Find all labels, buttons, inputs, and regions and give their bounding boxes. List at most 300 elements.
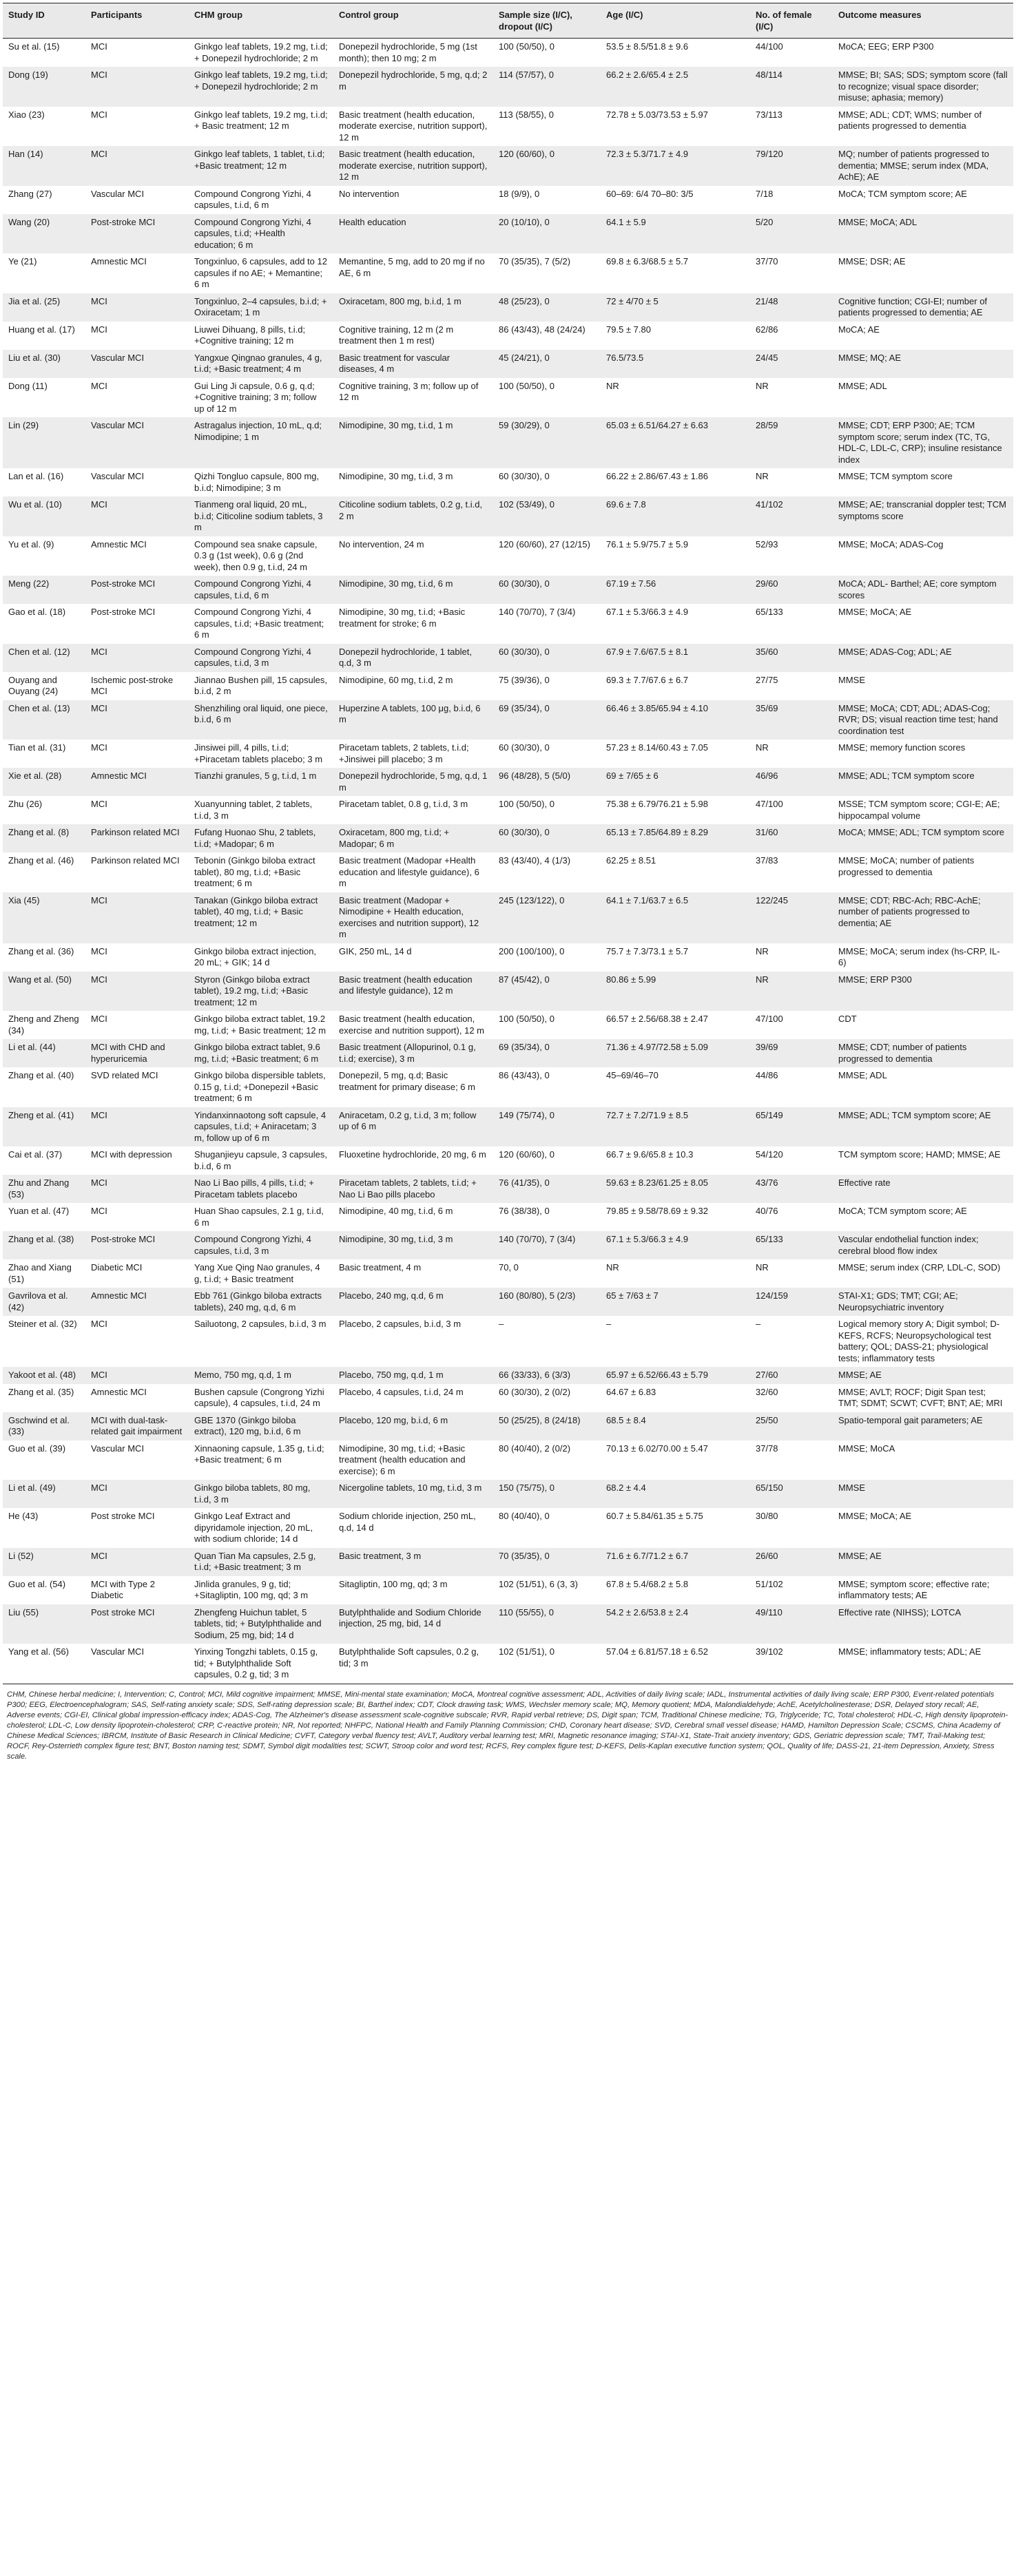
column-header: Control group	[333, 3, 493, 39]
outcome-measures-cell: MMSE; DSR; AE	[838, 256, 906, 266]
age-cell: 67.19 ± 7.56	[601, 576, 750, 604]
chm-group-cell: Tongxinluo, 2–4 capsules, b.i.d; + Oxiracetam; 1 m	[189, 293, 333, 322]
sample-size-cell: 120 (60/60), 27 (12/15)	[499, 538, 590, 549]
table-row	[3, 1316, 1013, 1367]
control-group-cell: Basic treatment (Allopurinol, 0.1 g, t.i.d; exercise), 3 m	[333, 1039, 493, 1067]
age-cell: 67.1 ± 5.3/66.3 ± 4.9	[606, 607, 689, 617]
outcome-measures-cell: MMSE; MoCA; ADAS-Cog	[838, 538, 944, 549]
study-id-cell: Zhang et al. (8)	[3, 824, 85, 852]
outcome-measures-cell: Logical memory story A; Digit symbol; D-KEFS, RCFS; Neuropsychological test battery; QOL; DASS-21; physiological tests; inflammatory tests	[838, 1319, 1000, 1363]
participants-cell: MCI	[91, 41, 107, 52]
control-group-cell: Basic treatment (health education and lifestyle guidance), 12 m	[333, 972, 493, 1012]
table-row	[3, 824, 1013, 852]
female-count-cell: 37/78	[756, 1443, 778, 1454]
female-count-cell: 35/60	[750, 644, 833, 672]
study-id-cell: Wu et al. (10)	[3, 496, 85, 536]
table-row	[3, 1508, 1013, 1548]
control-group-cell: Piracetam tablet, 0.8 g, t.i.d, 3 m	[339, 799, 468, 809]
age-cell: 67.9 ± 7.6/67.5 ± 8.1	[601, 644, 750, 672]
table-row	[3, 214, 1013, 254]
sample-size-cell: 60 (30/30), 0	[499, 742, 550, 753]
table-row	[3, 796, 1013, 824]
outcome-measures-cell: MoCA; EEG; ERP P300	[838, 41, 934, 52]
chm-group-cell: Ginkgo leaf tablets, 1 tablet, t.i.d; +Basic treatment; 12 m	[189, 146, 333, 186]
control-group-cell: Fluoxetine hydrochloride, 20 mg, 6 m	[339, 1149, 486, 1160]
study-id-cell: Dong (11)	[8, 380, 48, 391]
age-cell: 66.2 ± 2.6/65.4 ± 2.5	[601, 67, 750, 107]
age-cell: 64.67 ± 6.83	[606, 1386, 656, 1397]
female-count-cell: 37/70	[756, 256, 778, 266]
control-group-cell: Nimodipine, 30 mg, t.i.d; +Basic treatment for stroke; 6 m	[339, 607, 466, 629]
table-row	[3, 350, 1013, 378]
chm-group-cell: Memo, 750 mg, q.d, 1 m	[189, 1367, 333, 1384]
age-cell: 76.1 ± 5.9/75.7 ± 5.9	[606, 538, 689, 549]
study-id-cell: Zhu and Zhang (53)	[3, 1175, 85, 1203]
table-row	[3, 768, 1013, 796]
table-row	[3, 1011, 1013, 1039]
chm-group-cell: Shuganjieyu capsule, 3 capsules, b.i.d, 6 m	[194, 1149, 327, 1171]
participants-cell: MCI	[91, 324, 107, 335]
table-row	[3, 892, 1013, 943]
age-cell: 69.3 ± 7.7/67.6 ± 6.7	[606, 674, 689, 685]
table-row	[3, 1146, 1013, 1175]
participants-cell: MCI	[85, 644, 189, 672]
sample-size-cell: 76 (41/35), 0	[493, 1175, 601, 1203]
table-row	[3, 186, 1013, 214]
outcome-measures-cell: MMSE; CDT; number of patients progressed to dementia	[833, 1039, 1013, 1067]
chm-group-cell: Shenzhiling oral liquid, one piece, b.i.d, 6 m	[189, 700, 333, 740]
study-id-cell: Zheng and Zheng (34)	[8, 1014, 79, 1036]
outcome-measures-cell: MSSE; TCM symptom score; CGI-E; AE; hippocampal volume	[838, 799, 1000, 821]
study-id-cell: Cai et al. (37)	[8, 1149, 63, 1160]
outcome-measures-cell: MMSE; MoCA	[838, 1443, 895, 1454]
female-count-cell: 41/102	[750, 496, 833, 536]
female-count-cell: 40/76	[756, 1206, 778, 1216]
sample-size-cell: 100 (50/50), 0	[499, 799, 554, 809]
participants-cell: MCI	[91, 1014, 107, 1024]
table-row	[3, 1259, 1013, 1288]
chm-group-cell: Liuwei Dihuang, 8 pills, t.i.d; +Cognitive training; 12 m	[194, 324, 306, 346]
study-id-cell: Meng (22)	[3, 576, 85, 604]
female-count-cell: 43/76	[750, 1175, 833, 1203]
table-body	[3, 39, 1013, 1684]
chm-group-cell: Tianzhi granules, 5 g, t.i.d, 1 m	[189, 768, 333, 796]
table-row	[3, 1480, 1013, 1508]
study-id-cell: Gao et al. (18)	[8, 607, 66, 617]
sample-size-cell: 110 (55/55), 0	[493, 1604, 601, 1644]
chm-group-cell: Ginkgo biloba extract tablet, 9.6 mg, t.i.d; +Basic treatment; 6 m	[189, 1039, 333, 1067]
chm-group-cell: Yindanxinnaotong soft capsule, 4 capsules, t.i.d; + Aniracetam; 3 m, follow up of 6 m	[189, 1107, 333, 1147]
sample-size-cell: 60 (30/30), 0	[499, 471, 550, 481]
age-cell: 72 ± 4/70 ± 5	[601, 293, 750, 322]
participants-cell: MCI	[91, 742, 107, 753]
chm-group-cell: Gui Ling Ji capsule, 0.6 g, q.d; +Cognitive training; 3 m; follow up of 12 m	[194, 380, 317, 414]
study-id-cell: He (43)	[8, 1511, 39, 1521]
chm-group-cell: Compound Congrong Yizhi, 4 capsules, t.i.d; +Health education; 6 m	[189, 214, 333, 254]
age-cell: 66.46 ± 3.85/65.94 ± 4.10	[601, 700, 750, 740]
control-group-cell: Placebo, 2 capsules, b.i.d, 3 m	[339, 1319, 462, 1329]
chm-group-cell: Xinnaoning capsule, 1.35 g, t.i.d; +Basic treatment; 6 m	[194, 1443, 324, 1465]
participants-cell: MCI	[85, 496, 189, 536]
study-id-cell: Gavrilova et al. (42)	[3, 1288, 85, 1316]
chm-group-cell: Ginkgo Leaf Extract and dipyridamole injection, 20 mL, with sodium chloride; 14 d	[194, 1511, 313, 1544]
control-group-cell: Donepezil, 5 mg, q.d; Basic treatment for primary disease; 6 m	[339, 1070, 475, 1092]
sample-size-cell: 83 (43/40), 4 (1/3)	[499, 855, 571, 866]
sample-size-cell: 200 (100/100), 0	[499, 945, 565, 956]
sample-size-cell: 18 (9/9), 0	[499, 188, 540, 199]
age-cell: 76.5/73.5	[601, 350, 750, 378]
participants-cell: MCI	[91, 109, 107, 120]
age-cell: 71.6 ± 6.7/71.2 ± 6.7	[601, 1548, 750, 1576]
chm-group-cell: Tebonin (Ginkgo biloba extract tablet), 80 mg, t.i.d; +Basic treatment; 6 m	[194, 855, 315, 888]
study-id-cell: Zhao and Xiang (51)	[8, 1262, 72, 1284]
sample-size-cell: 66 (33/33), 6 (3/3)	[493, 1367, 601, 1384]
study-id-cell: Zhang et al. (36)	[8, 945, 74, 956]
female-count-cell: 39/102	[750, 1644, 833, 1684]
age-cell: NR	[606, 1262, 619, 1273]
age-cell: 66.22 ± 2.86/67.43 ± 1.86	[606, 471, 708, 481]
age-cell: 68.5 ± 8.4	[601, 1412, 750, 1441]
study-characteristics-table	[3, 3, 1013, 1684]
outcome-measures-cell: MMSE; MoCA; AE	[838, 1511, 912, 1521]
study-id-cell: Han (14)	[3, 146, 85, 186]
table-row	[3, 852, 1013, 892]
sample-size-cell: –	[499, 1319, 504, 1329]
outcome-measures-cell: MMSE; AE	[833, 1548, 1013, 1576]
participants-cell: MCI	[85, 700, 189, 740]
age-cell: 64.1 ± 5.9	[601, 214, 750, 254]
participants-cell: Parkinson related MCI	[85, 824, 189, 852]
table-row	[3, 672, 1013, 700]
control-group-cell: Huperzine A tablets, 100 μg, b.i.d, 6 m	[333, 700, 493, 740]
control-group-cell: Donepezil hydrochloride, 5 mg (1st month); then 10 mg; 2 m	[339, 41, 477, 63]
control-group-cell: Butylphthalide Soft capsules, 0.2 g, tid; 3 m	[333, 1644, 493, 1684]
sample-size-cell: 114 (57/57), 0	[493, 67, 601, 107]
participants-cell: Amnestic MCI	[91, 256, 147, 266]
age-cell: 57.23 ± 8.14/60.43 ± 7.05	[606, 742, 708, 753]
outcome-measures-cell: Effective rate	[833, 1175, 1013, 1203]
chm-group-cell: Ginkgo biloba tablets, 80 mg, t.i.d, 3 m	[189, 1480, 333, 1508]
sample-size-cell: 160 (80/80), 5 (2/3)	[493, 1288, 601, 1316]
outcome-measures-cell: MMSE; MoCA; number of patients progressed to dementia	[838, 855, 975, 877]
control-group-cell: Placebo, 120 mg, b.i.d, 6 m	[333, 1412, 493, 1441]
sample-size-cell: 70 (35/35), 7 (5/2)	[499, 256, 571, 266]
age-cell: 66.7 ± 9.6/65.8 ± 10.3	[606, 1149, 694, 1160]
column-header: Participants	[85, 3, 189, 39]
chm-group-cell: Jinsiwei pill, 4 pills, t.i.d; +Piracetam tablets placebo; 3 m	[194, 742, 323, 764]
sample-size-cell: 87 (45/42), 0	[493, 972, 601, 1012]
study-id-cell: Yu et al. (9)	[8, 538, 54, 549]
table-row	[3, 1576, 1013, 1604]
participants-cell: Post stroke MCI	[85, 1604, 189, 1644]
age-cell: 64.1 ± 7.1/63.7 ± 6.5	[601, 892, 750, 943]
control-group-cell: Health education	[333, 214, 493, 254]
outcome-measures-cell: MMSE; MoCA; AE	[838, 607, 912, 617]
age-cell: 72.3 ± 5.3/71.7 ± 4.9	[601, 146, 750, 186]
study-id-cell: Lin (29)	[3, 417, 85, 468]
table-row	[3, 1644, 1013, 1684]
study-id-cell: Ye (21)	[8, 256, 37, 266]
outcome-measures-cell: MMSE; serum index (CRP, LDL-C, SOD)	[838, 1262, 1001, 1273]
sample-size-cell: 140 (70/70), 7 (3/4)	[499, 607, 576, 617]
sample-size-cell: 120 (60/60), 0	[493, 146, 601, 186]
study-id-cell: Chen et al. (13)	[3, 700, 85, 740]
study-id-cell: Huang et al. (17)	[8, 324, 75, 335]
control-group-cell: Basic treatment for vascular diseases, 4 m	[333, 350, 493, 378]
control-group-cell: Nimodipine, 30 mg, t.i.d, 3 m	[339, 471, 453, 481]
sample-size-cell: 100 (50/50), 0	[499, 41, 554, 52]
outcome-measures-cell: Cognitive function; CGI-EI; number of patients progressed to dementia; AE	[833, 293, 1013, 322]
chm-group-cell: Ebb 761 (Ginkgo biloba extracts tablets), 240 mg, q.d, 6 m	[189, 1288, 333, 1316]
female-count-cell: 79/120	[750, 146, 833, 186]
sample-size-cell: 80 (40/40), 0	[499, 1511, 550, 1521]
table-row	[3, 1203, 1013, 1231]
sample-size-cell: 150 (75/75), 0	[493, 1480, 601, 1508]
female-count-cell: 65/149	[750, 1107, 833, 1147]
outcome-measures-cell: Vascular endothelial function index; cerebral blood flow index	[833, 1231, 1013, 1259]
outcome-measures-cell: MMSE; ADL; TCM symptom score	[833, 768, 1013, 796]
control-group-cell: Piracetam tablets, 2 tablets, t.i.d; +Jinsiwei pill placebo; 3 m	[339, 742, 469, 764]
female-count-cell: NR	[756, 471, 769, 481]
female-count-cell: 65/133	[750, 1231, 833, 1259]
chm-group-cell: Sailuotong, 2 capsules, b.i.d, 3 m	[194, 1319, 326, 1329]
study-id-cell: Jia et al. (25)	[3, 293, 85, 322]
table-row	[3, 378, 1013, 418]
outcome-measures-cell: MMSE; MoCA; CDT; ADL; ADAS-Cog; RVR; DS; visual reaction time test; hand coordination test	[833, 700, 1013, 740]
participants-cell: Post-stroke MCI	[91, 607, 156, 617]
control-group-cell: Basic treatment (health education, moderate exercise, nutrition support), 12 m	[339, 109, 488, 143]
sample-size-cell: 75 (39/36), 0	[499, 674, 550, 685]
female-count-cell: 32/60	[756, 1386, 778, 1397]
table-row	[3, 496, 1013, 536]
female-count-cell: 26/60	[750, 1548, 833, 1576]
age-cell: 72.78 ± 5.03/73.53 ± 5.97	[606, 109, 708, 120]
study-id-cell: Zhu (26)	[8, 799, 43, 809]
table-row	[3, 293, 1013, 322]
participants-cell: Post stroke MCI	[91, 1511, 155, 1521]
sample-size-cell: 102 (51/51), 0	[493, 1644, 601, 1684]
participants-cell: Post-stroke MCI	[85, 576, 189, 604]
participants-cell: MCI	[85, 1367, 189, 1384]
outcome-measures-cell: Effective rate (NIHSS); LOTCA	[833, 1604, 1013, 1644]
chm-group-cell: Zhengfeng Huichun tablet, 5 tablets, tid; + Butylphthalide and Sodium, 25 mg, bid; 14 d	[189, 1604, 333, 1644]
control-group-cell: Sitagliptin, 100 mg, qd; 3 m	[339, 1578, 448, 1589]
table-row	[3, 1412, 1013, 1441]
outcome-measures-cell: CDT	[838, 1014, 857, 1024]
participants-cell: Vascular MCI	[91, 471, 145, 481]
study-id-cell: Dong (19)	[3, 67, 85, 107]
participants-cell: MCI	[91, 799, 107, 809]
female-count-cell: 51/102	[756, 1578, 783, 1589]
control-group-cell: Nimodipine, 40 mg, t.i.d, 6 m	[339, 1206, 453, 1216]
study-id-cell: Guo et al. (54)	[8, 1578, 66, 1589]
table-row	[3, 1367, 1013, 1384]
female-count-cell: NR	[756, 945, 769, 956]
table-row	[3, 1039, 1013, 1067]
sample-size-cell: 50 (25/25), 8 (24/18)	[493, 1412, 601, 1441]
chm-group-cell: Tanakan (Ginkgo biloba extract tablet), 40 mg, t.i.d; + Basic treatment; 12 m	[189, 892, 333, 943]
outcome-measures-cell: MoCA; TCM symptom score; AE	[838, 1206, 967, 1216]
participants-cell: MCI with CHD and hyperuricemia	[85, 1039, 189, 1067]
study-id-cell: Zheng et al. (41)	[3, 1107, 85, 1147]
study-id-cell: Zhang et al. (38)	[3, 1231, 85, 1259]
female-count-cell: 31/60	[750, 824, 833, 852]
control-group-cell: Nimodipine, 30 mg, t.i.d, 6 m	[333, 576, 493, 604]
sample-size-cell: 96 (48/28), 5 (5/0)	[493, 768, 601, 796]
sample-size-cell: 60 (30/30), 0	[493, 644, 601, 672]
table-row	[3, 943, 1013, 972]
outcome-measures-cell: MMSE; memory function scores	[838, 742, 966, 753]
outcome-measures-cell: MMSE; ADL; TCM symptom score; AE	[833, 1107, 1013, 1147]
chm-group-cell: Ginkgo biloba extract tablet, 19.2 mg, t.i.d; + Basic treatment; 12 m	[194, 1014, 326, 1036]
chm-group-cell: Huan Shao capsules, 2.1 g, t.i.d, 6 m	[194, 1206, 324, 1228]
control-group-cell: Placebo, 750 mg, q.d, 1 m	[333, 1367, 493, 1384]
sample-size-cell: 113 (58/55), 0	[499, 109, 554, 120]
table-row	[3, 700, 1013, 740]
sample-size-cell: 76 (38/38), 0	[499, 1206, 550, 1216]
female-count-cell: 7/18	[756, 188, 774, 199]
study-id-cell: Gschwind et al. (33)	[3, 1412, 85, 1441]
table-row	[3, 107, 1013, 147]
control-group-cell: Memantine, 5 mg, add to 20 mg if no AE, 6 m	[339, 256, 485, 278]
study-id-cell: Guo et al. (39)	[8, 1443, 66, 1454]
column-header: Study ID	[3, 3, 85, 39]
sample-size-cell: 60 (30/30), 2 (0/2)	[499, 1386, 571, 1397]
age-cell: 68.2 ± 4.4	[601, 1480, 750, 1508]
participants-cell: MCI	[85, 1480, 189, 1508]
outcome-measures-cell: MMSE; ERP P300	[833, 972, 1013, 1012]
study-id-cell: Yakoot et al. (48)	[3, 1367, 85, 1384]
age-cell: 65.13 ± 7.85/64.89 ± 8.29	[601, 824, 750, 852]
age-cell: 75.7 ± 7.3/73.1 ± 5.7	[606, 945, 689, 956]
female-count-cell: 65/133	[756, 607, 783, 617]
sample-size-cell: 102 (51/51), 6 (3, 3)	[499, 1578, 578, 1589]
female-count-cell: 28/59	[750, 417, 833, 468]
participants-cell: Vascular MCI	[85, 1644, 189, 1684]
control-group-cell: Basic treatment (Madopar +Health education and lifestyle guidance), 6 m	[339, 855, 479, 888]
table-header	[3, 3, 1013, 39]
outcome-measures-cell: MQ; number of patients progressed to dementia; MMSE; serum index (MDA, AchE); AE	[833, 146, 1013, 186]
outcome-measures-cell: Spatio-temporal gait parameters; AE	[833, 1412, 1013, 1441]
study-id-cell: Zhang et al. (46)	[8, 855, 74, 866]
table-row	[3, 253, 1013, 293]
sample-size-cell: 60 (30/30), 0	[493, 576, 601, 604]
control-group-cell: Placebo, 4 capsules, t.i.d, 24 m	[339, 1386, 464, 1397]
study-id-cell: Su et al. (15)	[8, 41, 60, 52]
study-id-cell: Zhang (27)	[8, 188, 52, 199]
participants-cell: Parkinson related MCI	[91, 855, 180, 866]
participants-cell: MCI	[91, 380, 107, 391]
control-group-cell: Nimodipine, 30 mg, t.i.d; +Basic treatment (health education and exercise); 6 m	[339, 1443, 466, 1476]
outcome-measures-cell: MMSE; ADAS-Cog; ADL; AE	[833, 644, 1013, 672]
outcome-measures-cell: MMSE; MoCA; serum index (hs-CRP, IL-6)	[838, 945, 1000, 967]
age-cell: 67.8 ± 5.4/68.2 ± 5.8	[606, 1578, 689, 1589]
control-group-cell: GIK, 250 mL, 14 d	[339, 945, 412, 956]
female-count-cell: 124/159	[750, 1288, 833, 1316]
table-row	[3, 972, 1013, 1012]
sample-size-cell: 69 (35/34), 0	[493, 1039, 601, 1067]
study-id-cell: Li et al. (49)	[3, 1480, 85, 1508]
female-count-cell: –	[756, 1319, 761, 1329]
female-count-cell: 48/114	[750, 67, 833, 107]
age-cell: 45–69/46–70	[606, 1070, 659, 1080]
outcome-measures-cell: MoCA; AE	[838, 324, 880, 335]
control-group-cell: Basic treatment, 3 m	[333, 1548, 493, 1576]
chm-group-cell: Tianmeng oral liquid, 20 mL, b.i.d; Citicoline sodium tablets, 3 m	[189, 496, 333, 536]
table-row	[3, 740, 1013, 768]
study-id-cell: Li et al. (44)	[3, 1039, 85, 1067]
age-cell: NR	[606, 380, 619, 391]
female-count-cell: 29/60	[750, 576, 833, 604]
participants-cell: Vascular MCI	[91, 188, 145, 199]
age-cell: 65.97 ± 6.52/66.43 ± 5.79	[601, 1367, 750, 1384]
outcome-measures-cell: MMSE	[838, 674, 865, 685]
sample-size-cell: 100 (50/50), 0	[499, 1014, 554, 1024]
participants-cell: Vascular MCI	[85, 350, 189, 378]
sample-size-cell: 60 (30/30), 0	[493, 824, 601, 852]
female-count-cell: 25/50	[750, 1412, 833, 1441]
control-group-cell: Cognitive training, 12 m (2 m treatment then 1 m rest)	[339, 324, 454, 346]
chm-group-cell: Qizhi Tongluo capsule, 800 mg, b.i.d; Nimodipine; 3 m	[194, 471, 320, 493]
participants-cell: MCI	[85, 67, 189, 107]
sample-size-cell: 245 (123/122), 0	[493, 892, 601, 943]
female-count-cell: 62/86	[756, 324, 778, 335]
chm-group-cell: Ginkgo biloba dispersible tablets, 0.15 g, t.i.d; +Donepezil +Basic treatment; 6 m	[194, 1070, 326, 1103]
outcome-measures-cell: MoCA; ADL- Barthel; AE; core symptom scores	[833, 576, 1013, 604]
female-count-cell: 39/69	[750, 1039, 833, 1067]
table-row	[3, 1231, 1013, 1259]
control-group-cell: Basic treatment (Madopar + Nimodipine + Health education, exercises and nutrition support), 12 m	[333, 892, 493, 943]
participants-cell: MCI	[85, 293, 189, 322]
age-cell: 69.6 ± 7.8	[601, 496, 750, 536]
table-row	[3, 1548, 1013, 1576]
chm-group-cell: Tongxinluo, 6 capsules, add to 12 capsules if no AE; + Memantine; 6 m	[194, 256, 327, 289]
table-row	[3, 1384, 1013, 1412]
female-count-cell: 24/45	[750, 350, 833, 378]
chm-group-cell: Quan Tian Ma capsules, 2.5 g, t.i.d; +Basic treatment; 3 m	[189, 1548, 333, 1576]
table-row	[3, 417, 1013, 468]
study-id-cell: Li (52)	[3, 1548, 85, 1576]
age-cell: 79.5 ± 7.80	[606, 324, 651, 335]
sample-size-cell: 69 (35/34), 0	[493, 700, 601, 740]
female-count-cell: 122/245	[750, 892, 833, 943]
age-cell: –	[606, 1319, 612, 1329]
table-row	[3, 1441, 1013, 1480]
table-row	[3, 644, 1013, 672]
chm-group-cell: Ginkgo biloba extract injection, 20 mL; + GIK; 14 d	[194, 945, 317, 967]
table-row	[3, 1288, 1013, 1316]
sample-size-cell: 86 (43/43), 0	[499, 1070, 550, 1080]
control-group-cell: No intervention, 24 m	[339, 538, 424, 549]
control-group-cell: Sodium chloride injection, 250 mL, q.d, 14 d	[339, 1511, 476, 1533]
outcome-measures-cell: TCM symptom score; HAMD; MMSE; AE	[838, 1149, 1001, 1160]
table-row	[3, 322, 1013, 350]
participants-cell: MCI	[91, 945, 107, 956]
participants-cell: MCI	[85, 1175, 189, 1203]
column-header: No. of female (I/C)	[750, 3, 833, 39]
outcome-measures-cell: MMSE; AVLT; ROCF; Digit Span test; TMT; SDMT; SCWT; CVFT; BNT; AE; MRI	[838, 1386, 1003, 1408]
age-cell: 72.7 ± 7.2/71.9 ± 8.5	[601, 1107, 750, 1147]
sample-size-cell: 59 (30/29), 0	[493, 417, 601, 468]
control-group-cell: Cognitive training, 3 m; follow up of 12 m	[339, 380, 479, 402]
age-cell: 53.5 ± 8.5/51.8 ± 9.6	[606, 41, 689, 52]
chm-group-cell: Jiannao Bushen pill, 15 capsules, b.i.d, 2 m	[194, 674, 327, 696]
outcome-measures-cell: MoCA; MMSE; ADL; TCM symptom score	[833, 824, 1013, 852]
study-id-cell: Liu (55)	[3, 1604, 85, 1644]
study-id-cell: Xiao (23)	[8, 109, 45, 120]
outcome-measures-cell: MMSE; ADL	[838, 380, 887, 391]
chm-group-cell: Fufang Huonao Shu, 2 tablets, t.i.d; +Madopar; 6 m	[189, 824, 333, 852]
